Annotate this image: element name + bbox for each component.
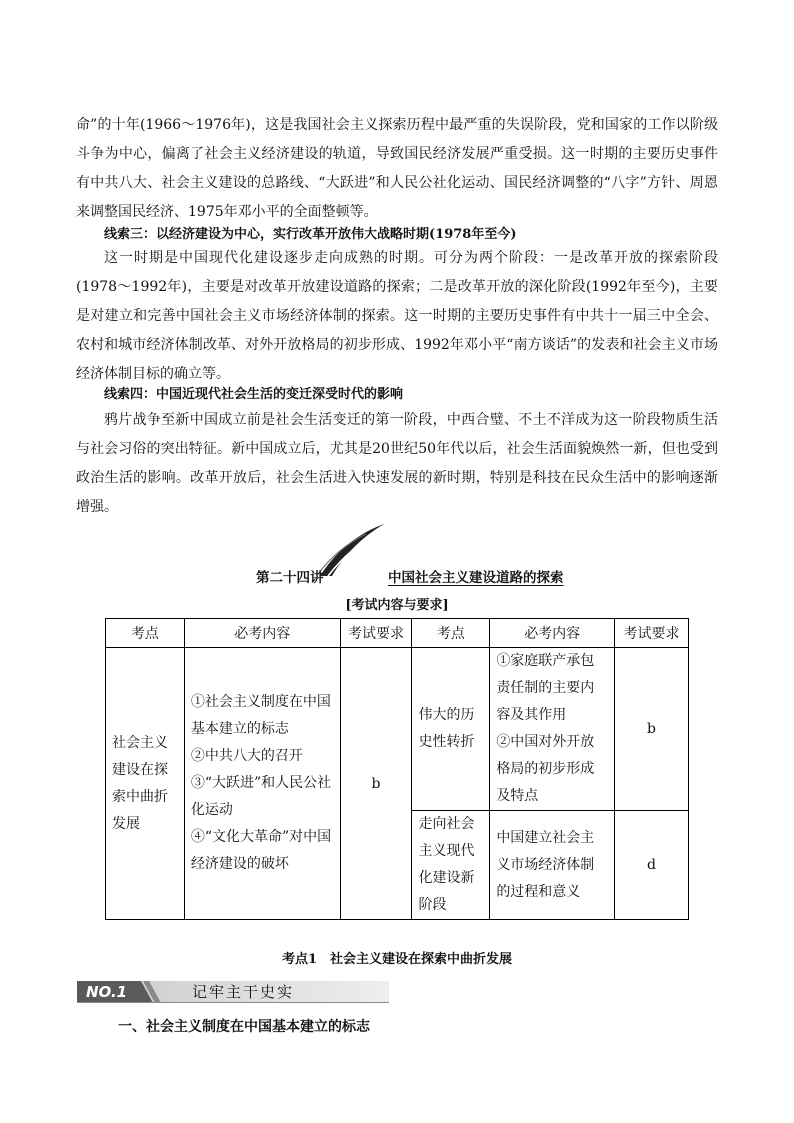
table-row	[106, 648, 689, 811]
lecture-title: 中国社会主义建设道路的探索	[388, 570, 564, 586]
contents-cell: 中国建立社会主义市场经济体制的过程和意义	[490, 811, 615, 920]
table-header: 考点	[412, 619, 490, 648]
table-caption: [考试内容与要求]	[345, 598, 449, 613]
level-cell: b	[615, 648, 689, 811]
topic-cell: 走向社会主义现代化建设新阶段	[412, 811, 490, 920]
paragraph-thread-four: 鸦片战争至新中国成立前是社会生活变迁的第一阶段，中西合璧、不土不洋成为这一阶段物质生活与社会习俗的突出特征。新中国成立后，尤其是20世纪50年代以后，社会生活面貌焕然一新，但也受到政治生活的影响。改革开放后，社会生活进入快速发展的新时期，特别是科技在民众生活中的影响逐渐增强。	[76, 412, 718, 515]
banner-title: 记牢主干史实	[192, 983, 295, 1001]
table-header: 考试要求	[615, 619, 689, 648]
exam-point-heading: 考点1 社会主义建设在探索中曲折发展	[281, 952, 513, 967]
heading-thread-three: 线索三：以经济建设为中心，实行改革开放伟大战略时期(1978年至今)	[104, 227, 517, 242]
contents-cell: ①社会主义制度在中国基本建立的标志 ②中共八大的召开 ③“大跃进”和人民公社化运动 ④“文化大革命”对中国经济建设的破坏	[184, 648, 340, 920]
paragraph-thread-three: 这一时期是中国现代化建设逐步走向成熟的时期。可分为两个阶段：一是改革开放的探索阶段(1978～1992年)，主要是对改革开放建设道路的探索；二是改革开放的深化阶段(1992年至今)，主要是对建立和完善中国社会主义市场经济体制的探索。这一时期的主要历史事件有中共十一届三中全会、农村和城市经济体制改革、对外开放格局的初步形成、1992年邓小平“南方谈话”的发表和社会主义市场经济体制目标的确立等。	[76, 250, 718, 382]
level-cell: d	[615, 811, 689, 920]
paragraph-thread-two-end: 命”的十年(1966～1976年)，这是我国社会主义探索历程中最严重的失误阶段，党和国家的工作以阶级斗争为中心，偏离了社会主义经济建设的轨道，导致国民经济发展严重受损。这一时期的主要历史事件有中共八大、社会主义建设的总路线、“大跃进”和人民公社化运动、国民经济调整的“八字”方针、周恩来调整国民经济、1975年邓小平的全面整顿等。	[76, 117, 718, 220]
table-header: 必考内容	[490, 619, 615, 648]
lecture-number: 第二十四讲	[256, 570, 324, 586]
topic-cell: 伟大的历史性转折	[412, 648, 490, 811]
table-header: 必考内容	[184, 619, 340, 648]
level-cell: b	[340, 648, 412, 920]
lecture-swoosh-logo	[316, 520, 386, 580]
table-header: 考点	[106, 619, 185, 648]
table-header-row	[106, 619, 689, 648]
section-heading: 一、社会主义制度在中国基本建立的标志	[118, 1019, 370, 1035]
topic-cell: 社会主义建设在探索中曲折发展	[106, 648, 185, 920]
contents-cell: ①家庭联产承包责任制的主要内容及其作用 ②中国对外开放格局的初步形成及特点	[490, 648, 615, 811]
heading-thread-four: 线索四：中国近现代社会生活的变迁深受时代的影响	[104, 387, 404, 402]
table-header: 考试要求	[340, 619, 412, 648]
exam-requirements-table	[105, 618, 689, 920]
banner-number-label: NO.1	[86, 983, 128, 1001]
